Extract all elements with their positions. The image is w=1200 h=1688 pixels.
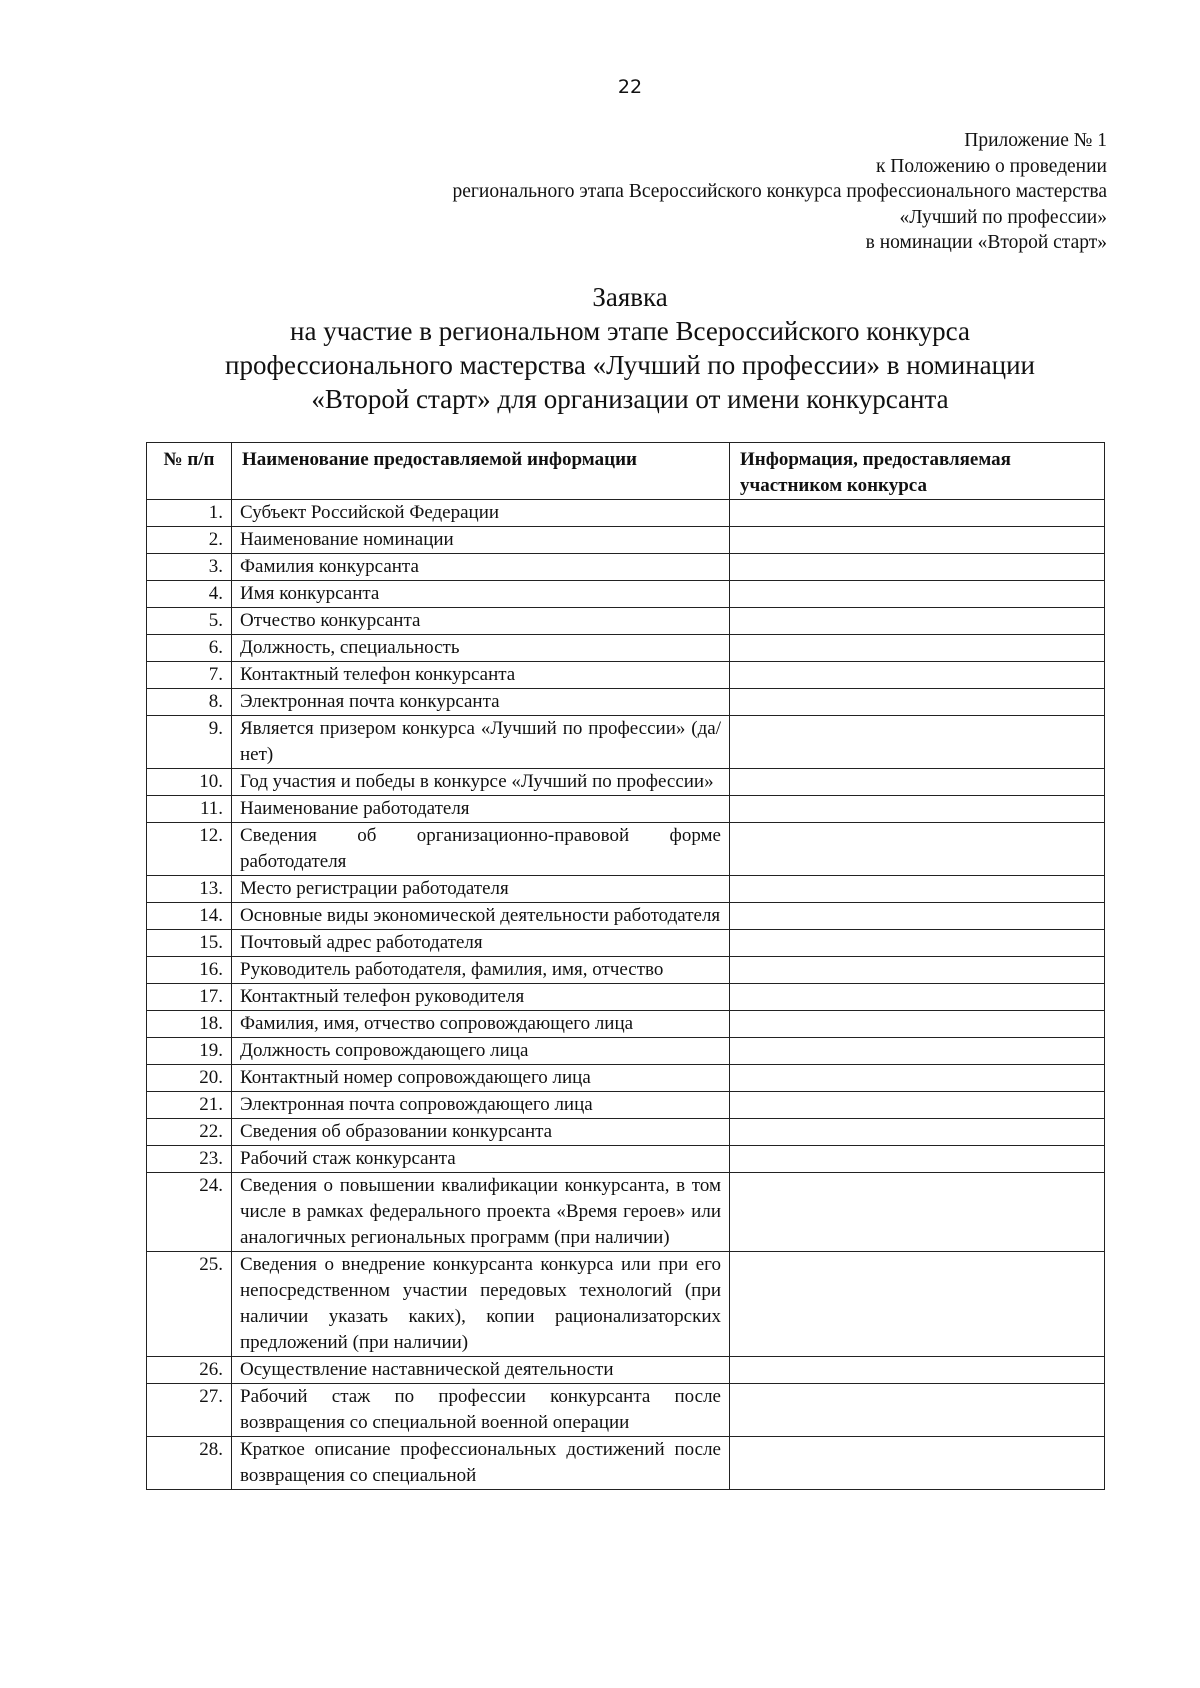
table-row bbox=[147, 1252, 1105, 1357]
table-row bbox=[147, 1038, 1105, 1065]
row-info-cell[interactable] bbox=[730, 581, 1105, 608]
table-row bbox=[147, 796, 1105, 823]
row-name: Рабочий стаж по профессии конкурсанта после возвращения со специальной военной операции bbox=[232, 1384, 730, 1437]
table-body bbox=[147, 500, 1105, 1490]
row-number: 7. bbox=[147, 662, 232, 689]
row-name: Краткое описание профессиональных достижений после возвращения со специальной bbox=[232, 1437, 730, 1490]
row-name: Основные виды экономической деятельности работодателя bbox=[232, 903, 730, 930]
table-row bbox=[147, 608, 1105, 635]
row-number: 15. bbox=[147, 930, 232, 957]
row-number: 22. bbox=[147, 1119, 232, 1146]
row-number: 24. bbox=[147, 1173, 232, 1252]
row-number: 25. bbox=[147, 1252, 232, 1357]
table-row bbox=[147, 1437, 1105, 1490]
row-info-cell[interactable] bbox=[730, 1146, 1105, 1173]
table-row bbox=[147, 1011, 1105, 1038]
appendix-line: в номинации «Второй старт» bbox=[865, 232, 1107, 253]
table-row bbox=[147, 500, 1105, 527]
row-number: 10. bbox=[147, 769, 232, 796]
appendix-line: к Положению о проведении bbox=[875, 155, 1107, 177]
row-name: Фамилия, имя, отчество сопровождающего лица bbox=[232, 1011, 730, 1038]
row-info-cell[interactable] bbox=[730, 1119, 1105, 1146]
row-info-cell[interactable] bbox=[730, 1252, 1105, 1357]
row-number: 6. bbox=[147, 635, 232, 662]
table-row bbox=[147, 527, 1105, 554]
row-number: 5. bbox=[147, 608, 232, 635]
row-name: Фамилия конкурсанта bbox=[232, 554, 730, 581]
appendix-line: «Лучший по профессии» bbox=[899, 206, 1107, 228]
appendix-header bbox=[453, 128, 1107, 256]
row-name: Сведения о повышении квалификации конкурсанта, в том числе в рамках федерального проекта «Время героев» или аналогичных региональных программ (при наличии) bbox=[232, 1173, 730, 1252]
row-number: 17. bbox=[147, 984, 232, 1011]
row-number: 12. bbox=[147, 823, 232, 876]
row-number: 2. bbox=[147, 527, 232, 554]
table-row bbox=[147, 1092, 1105, 1119]
row-name: Субъект Российской Федерации bbox=[232, 500, 730, 527]
row-info-cell[interactable] bbox=[730, 716, 1105, 769]
table-row bbox=[147, 635, 1105, 662]
row-info-cell[interactable] bbox=[730, 1437, 1105, 1490]
table-row bbox=[147, 930, 1105, 957]
row-info-cell[interactable] bbox=[730, 500, 1105, 527]
title-line: Заявка bbox=[592, 282, 668, 312]
row-name: Сведения об организационно-правовой форме работодателя bbox=[232, 823, 730, 876]
table-header-row bbox=[147, 443, 1105, 500]
row-name: Сведения о внедрение конкурсанта конкурса или при его непосредственном участии передовых технологий (при наличии указать каких), копии рационализаторских предложений (при наличии) bbox=[232, 1252, 730, 1357]
row-name: Контактный телефон руководителя bbox=[232, 984, 730, 1011]
row-info-cell[interactable] bbox=[730, 1092, 1105, 1119]
row-info-cell[interactable] bbox=[730, 635, 1105, 662]
row-name: Электронная почта сопровождающего лица bbox=[232, 1092, 730, 1119]
row-number: 3. bbox=[147, 554, 232, 581]
appendix-line: Приложение № 1 bbox=[964, 130, 1107, 151]
header-info: Информация, предоставляемая участником конкурса bbox=[730, 443, 1105, 500]
row-number: 23. bbox=[147, 1146, 232, 1173]
header-number: № п/п bbox=[147, 443, 232, 500]
application-table-wrapper bbox=[146, 442, 1105, 1490]
header-name: Наименование предоставляемой информации bbox=[232, 443, 730, 500]
row-number: 9. bbox=[147, 716, 232, 769]
table-row bbox=[147, 1065, 1105, 1092]
table-row bbox=[147, 823, 1105, 876]
row-name: Год участия и победы в конкурсе «Лучший по профессии» bbox=[232, 769, 730, 796]
row-info-cell[interactable] bbox=[730, 1038, 1105, 1065]
row-info-cell[interactable] bbox=[730, 527, 1105, 554]
row-number: 20. bbox=[147, 1065, 232, 1092]
row-name: Контактный телефон конкурсанта bbox=[232, 662, 730, 689]
table-row bbox=[147, 1173, 1105, 1252]
row-number: 28. bbox=[147, 1437, 232, 1490]
row-info-cell[interactable] bbox=[730, 1065, 1105, 1092]
table-row bbox=[147, 1357, 1105, 1384]
table-row bbox=[147, 662, 1105, 689]
title-line: профессионального мастерства «Лучший по профессии» в номинации bbox=[225, 350, 1035, 380]
application-table bbox=[146, 442, 1105, 1490]
row-name: Наименование работодателя bbox=[232, 796, 730, 823]
row-number: 11. bbox=[147, 796, 232, 823]
row-number: 27. bbox=[147, 1384, 232, 1437]
row-name: Наименование номинации bbox=[232, 527, 730, 554]
row-info-cell[interactable] bbox=[730, 957, 1105, 984]
row-name: Рабочий стаж конкурсанта bbox=[232, 1146, 730, 1173]
row-number: 18. bbox=[147, 1011, 232, 1038]
row-name: Электронная почта конкурсанта bbox=[232, 689, 730, 716]
table-row bbox=[147, 876, 1105, 903]
table-row bbox=[147, 554, 1105, 581]
row-name: Контактный номер сопровождающего лица bbox=[232, 1065, 730, 1092]
row-info-cell[interactable] bbox=[730, 662, 1105, 689]
table-row bbox=[147, 716, 1105, 769]
row-info-cell[interactable] bbox=[730, 796, 1105, 823]
row-name: Должность, специальность bbox=[232, 635, 730, 662]
row-info-cell[interactable] bbox=[730, 930, 1105, 957]
row-number: 1. bbox=[147, 500, 232, 527]
document-title bbox=[150, 280, 1110, 416]
page-number: 22 bbox=[617, 76, 643, 98]
row-info-cell[interactable] bbox=[730, 1011, 1105, 1038]
table-row bbox=[147, 1384, 1105, 1437]
table-row bbox=[147, 903, 1105, 930]
row-name: Отчество конкурсанта bbox=[232, 608, 730, 635]
row-number: 8. bbox=[147, 689, 232, 716]
row-info-cell[interactable] bbox=[730, 823, 1105, 876]
table-row bbox=[147, 1146, 1105, 1173]
table-row bbox=[147, 769, 1105, 796]
table-row bbox=[147, 957, 1105, 984]
appendix-line: регионального этапа Всероссийского конкурса профессионального мастерства bbox=[452, 181, 1107, 202]
row-name: Почтовый адрес работодателя bbox=[232, 930, 730, 957]
row-info-cell[interactable] bbox=[730, 769, 1105, 796]
row-name: Место регистрации работодателя bbox=[232, 876, 730, 903]
table-row bbox=[147, 1119, 1105, 1146]
row-number: 14. bbox=[147, 903, 232, 930]
row-info-cell[interactable] bbox=[730, 876, 1105, 903]
row-info-cell[interactable] bbox=[730, 689, 1105, 716]
row-info-cell[interactable] bbox=[730, 554, 1105, 581]
row-info-cell[interactable] bbox=[730, 1173, 1105, 1252]
row-name: Является призером конкурса «Лучший по профессии» (да/нет) bbox=[232, 716, 730, 769]
row-info-cell[interactable] bbox=[730, 1384, 1105, 1437]
row-info-cell[interactable] bbox=[730, 903, 1105, 930]
row-name: Руководитель работодателя, фамилия, имя, отчество bbox=[232, 957, 730, 984]
row-name: Должность сопровождающего лица bbox=[232, 1038, 730, 1065]
row-number: 13. bbox=[147, 876, 232, 903]
row-number: 26. bbox=[147, 1357, 232, 1384]
row-number: 19. bbox=[147, 1038, 232, 1065]
table-row bbox=[147, 689, 1105, 716]
row-number: 16. bbox=[147, 957, 232, 984]
row-name: Имя конкурсанта bbox=[232, 581, 730, 608]
row-info-cell[interactable] bbox=[730, 1357, 1105, 1384]
row-name: Осуществление наставнической деятельности bbox=[232, 1357, 730, 1384]
table-row bbox=[147, 984, 1105, 1011]
title-line: на участие в региональном этапе Всероссийского конкурса bbox=[290, 316, 970, 346]
title-line: «Второй старт» для организации от имени конкурсанта bbox=[311, 384, 949, 414]
row-number: 21. bbox=[147, 1092, 232, 1119]
row-info-cell[interactable] bbox=[730, 984, 1105, 1011]
row-info-cell[interactable] bbox=[730, 608, 1105, 635]
table-row bbox=[147, 581, 1105, 608]
row-name: Сведения об образовании конкурсанта bbox=[232, 1119, 730, 1146]
row-number: 4. bbox=[147, 581, 232, 608]
